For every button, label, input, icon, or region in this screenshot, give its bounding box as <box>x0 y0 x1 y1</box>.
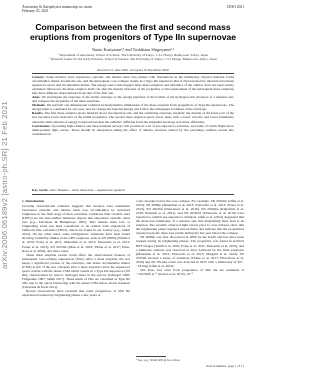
abstract-context: Context. Some massive stars experience episodic and intense mass loss phases with fluctuations in the luminosity. Ejected material forms circumstellar matter around the star, and the subsequent core-collapse results in a Type IIn supernova that is characterized by interaction between supernova ejecta and circumstellar matter. The energy source that triggers these mass eruptions and dynamics of the outflow have not been clearly explained. Moreover, the mass eruption itself can alter the density structure of the progenitor so that phenomena of the subsequent mass eruptions may have different characteristics from that of the first one. <box>32 75 235 96</box>
right-column <box>136 199 244 276</box>
abstract-top-rule <box>32 73 234 74</box>
received-line: Received 11 June 2020 / Accepted 16 December 2020 <box>97 68 169 72</box>
abstract-conclusions: Conclusions. Upcoming high-cadence and deep transient surveys will provide us a lot of pre-supernova activities, and some of which might show multi-peaked light curves. Those should be interpreted taking the effect of density structure altered by the preceding outburst events into consideration. <box>32 123 234 136</box>
paragraph: Growing observational evidence suggests that massive stars sometimes experience episodic and intense mass loss accompanied by increased brightness in the final stage of their evolution. Luminous blue variable stars (LBVs) are the best-studied luminous objects that experience episodic mass loss (e.g., Davidson & Humphreys 1997). This intense mass loss or brightening event has been considered to be related with explosions of luminous blue variables (LBVs), which are found in our Galaxy (e.g., Smith 2014). On the other hand, some extragalactic transients have been found showing variability similar to the LBV eruptions, such as SN 2009ip (Smith et al. 2010; Foley et al. 2011; Mauerhan et al. 2013; Pastorello et al. 2013; Fraser et al. 2013), SN 2015bh (Ofek et al. 2016; Thöne et al. 2017; Elias-Rosa et al. 2016), and other cases. <box>22 204 130 253</box>
running-header <box>22 5 92 14</box>
copyright: ©ESO 2021 <box>226 5 244 9</box>
page-footer: Article number, page 1 of 11 <box>206 364 244 368</box>
affiliation-1: ¹ Department of Astronomy, School of Science, The University of Tokyo, 7-3-1 Hongo, Bunkyo-ku, Tokyo, Japan <box>57 53 209 57</box>
abstract-bottom-rule <box>32 194 234 195</box>
abstract-methods: Methods. We perform one-dimensional radiation hydrodynamics simulations of the mass eruption from progenitors of Type IIn supernovae. The energy input is continued for one year, and we change the injected energy and follow the subsequent evolution of the envelope. <box>32 103 234 112</box>
affiliations <box>22 53 244 61</box>
abstract-results: Results. The first mass eruption ejects material above the injection site, and the remaining envelope expands; the density of the inner part of the star becomes lower than that of the initial progenitor. The second mass eruption ejects lower mass with a lower velocity and lower luminosity when the same amount of energy is injected because the radiative diffusion from the expanded envelope acts more efficiently. <box>32 111 234 124</box>
paragraph: These mass eruption events could affect the observational features of subsequent core-collapse supernovae (SNe). After a mass eruption, the star keeps a significant portion of the envelope; and dense circumstellar matter (CSM) is left. If the star collapses after a mass eruption event, the supernova ejecta collide with the dense CSM which results in a Type IIn supernova (SN IIn), characterized by narrow hydrogen lines in the spectra (Schlegel 1990; Filippenko 1997; Smith 2017). These kinds of SNe are classified as Type IIn SNe due to the ejecta interacting with the dense CSM before shock breakout (Chevalier & Irwin 2011). <box>22 252 130 289</box>
arxiv-sidebar: arXiv:2006.06189v2 [astro-ph.SR] 21 Feb 2021 <box>0 101 9 269</box>
section-heading: 1. Introduction <box>22 199 45 203</box>
paragraph: a few decades before the core collapse. For example, SN 2010mc (Ofek et al. 2013), SN 2009ip (Mauerhan et al. 2013; Pastorello et al. 2013; Fraser et al. 2013), SN 2015bh (Elias-Rosa et al. 2016), SN 2016jbu (Kilpatrick et al. 2018; Brennan et al. 2021), and SN 2018cnf (Pastorello et al. 2019) were reported to exhibit pre-supernova outbursts. Ofek et al. (2014) suggested that the mass-loss luminosity of a massive star, this brightening must lead to an eruption. The recently observed light curves prior to core-collapse show that the brightening phase repeated several times and indicate that the progenitors repeated episodic mass-loss events during the last year before the collapse. <box>136 199 244 236</box>
paragraph: The mass loss rates from progenitors of SNe IIn are estimated at ∼0.01M⊙ yr⁻¹ (Kiewe et al. 2012), 10⁻³ <box>136 267 244 276</box>
keywords-text: stars: massive – stars: mass-loss – supernovae: general <box>49 188 125 192</box>
authors: Naoto Kuriyama¹,² and Toshikazu Shigeyama²,¹ <box>91 47 175 52</box>
affiliation-2: ² Research Center for the Early Universe, School of Science, The University of Tokyo, 7-3-1 Hongo, Bunkyo-ku, Tokyo, Japan <box>49 57 217 61</box>
paragraph: SN 2009ip was first discovered in 2009 by the KAIT and has since been tracked during its brightening phases. The progenitor was found in archival HST images (Smith et al. 2010; Foley et al. 2011; Pastorello et al. 2013), and a luminous outburst was observed in 2012 followed by the final explosion (Mauerhan et al. 2013; Pastorello et al. 2013; Margutti et al. 2014). SN 2015bh showed a series of outbursts (Thöne et al. 2017; Elias-Rosa et al. 2016) and the SN-like event was detected in 2015 with a luminosity of M ≈ −18 mag (Ofek et al. 2016). <box>136 235 244 268</box>
paragraph: Recent observations have revealed that some progenitors of SNe IIn experienced temporary brightening phases a few years or <box>22 289 130 298</box>
footnote: ¹ See, e.g., Smith (2014) for review. <box>136 358 181 362</box>
abstract <box>32 75 234 136</box>
abstract-aims: Aims. We investigate the response of the stellar envelope to the energy injection at the bottom of the hydrogen-rich envelope of a massive star, and compare the properties of the mass eruptions. <box>32 95 234 104</box>
keywords-label: Key words. <box>32 188 49 192</box>
paper-title: Comparison between the first and second mass eruptions from progenitors of Type IIn supernovae <box>29 22 237 42</box>
left-column <box>22 199 130 297</box>
journal-name: Astronomy & Astrophysics manuscript no. main <box>22 5 92 9</box>
keywords <box>32 188 234 192</box>
footnote-rule <box>136 356 166 357</box>
header-date: February 23, 2021 <box>22 9 49 14</box>
